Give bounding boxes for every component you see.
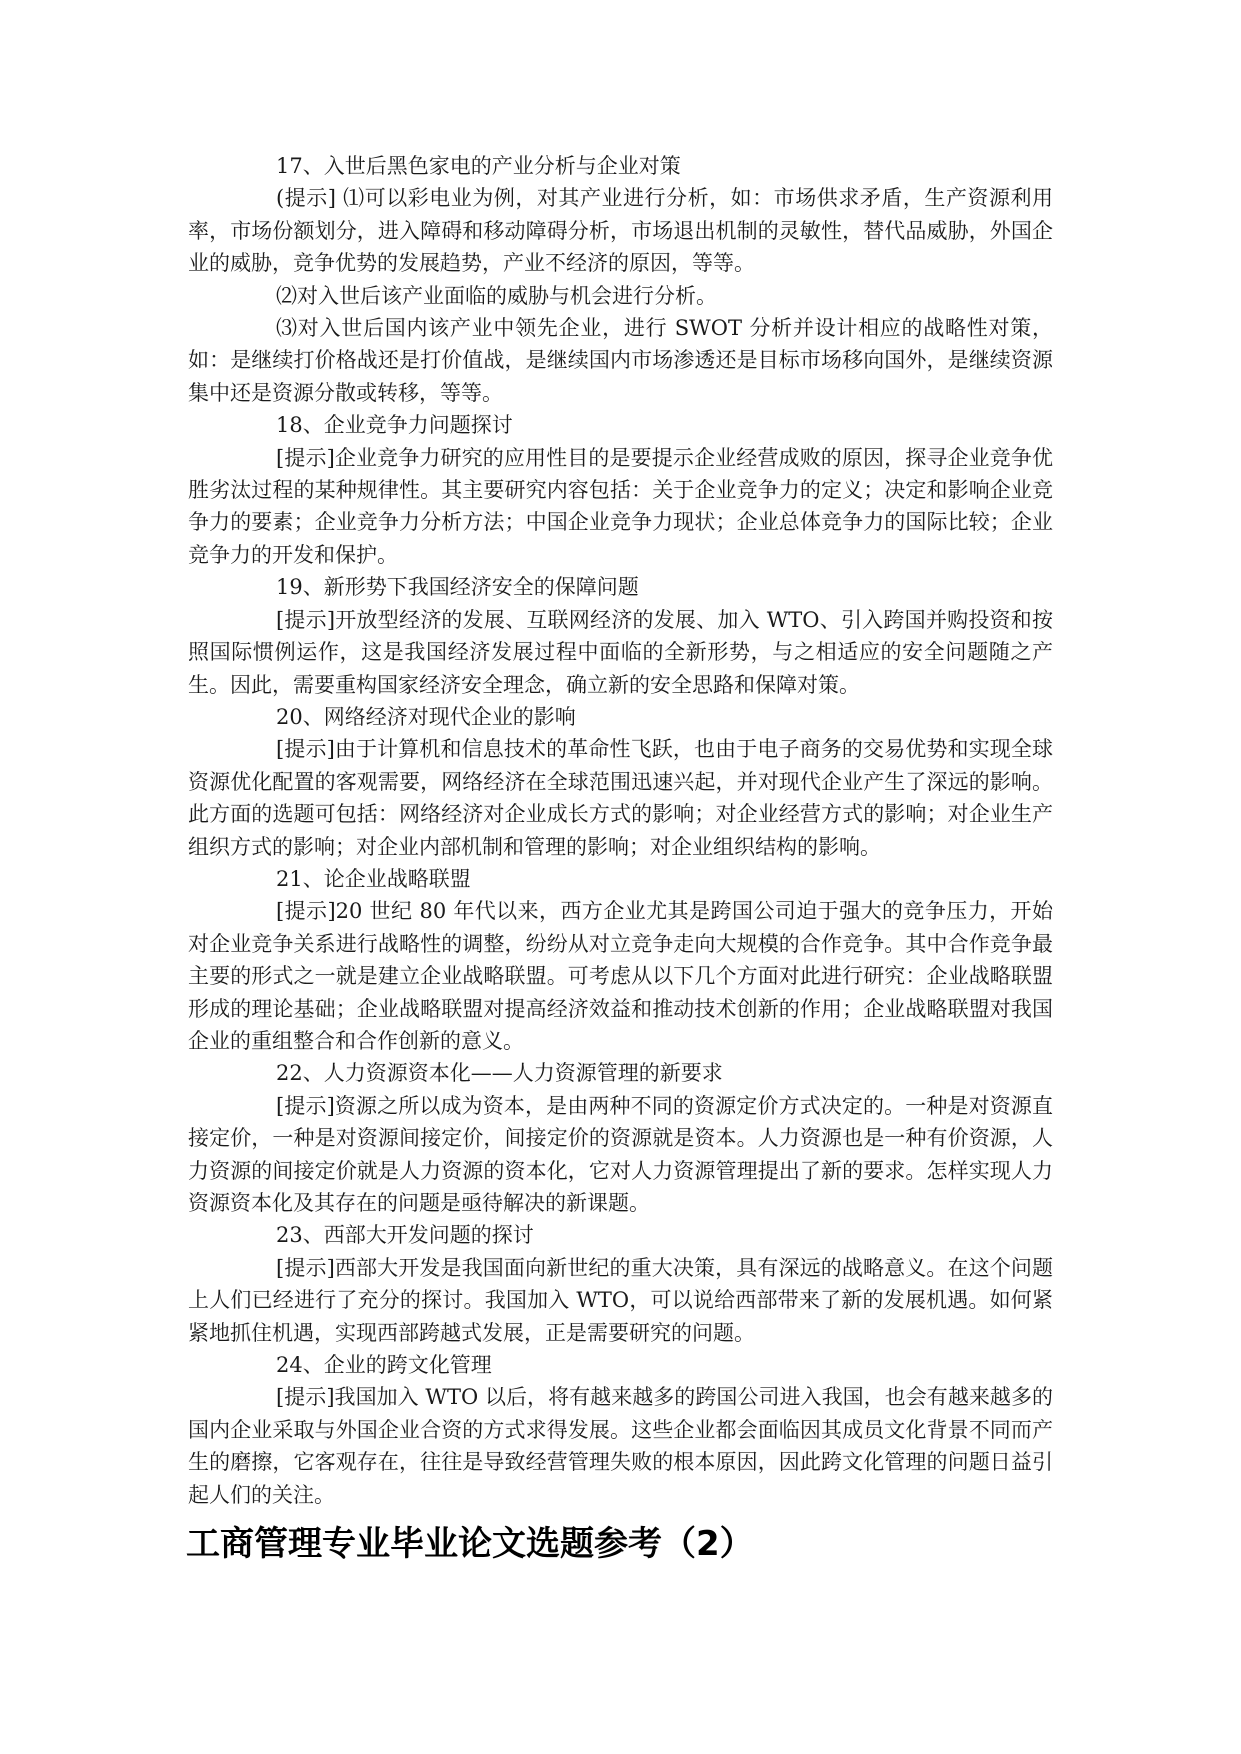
topic-paragraph: [提示]西部大开发是我国面向新世纪的重大决策，具有深远的战略意义。在这个问题上人们已经进行了充分的探讨。我国加入 WTO，可以说给西部带来了新的发展机遇。如何紧紧地抓住机遇，实现西部跨越式发展，正是需要研究的问题。 — [188, 1255, 1053, 1345]
topic-paragraph: (提示] ⑴可以彩电业为例，对其产业进行分析，如：市场供求矛盾，生产资源利用率，市场份额划分，进入障碍和移动障碍分析，市场退出机制的灵敏性，替代品威胁，外国企业的威胁，竞争优势的发展趋势，产业不经济的原因，等等。 — [188, 186, 1053, 276]
topic-heading: 22、人力资源资本化——人力资源管理的新要求 — [276, 1061, 723, 1086]
topic-paragraph: [提示]开放型经济的发展、互联网经济的发展、加入 WTO、引入跨国并购投资和按照国际惯例运作，这是我国经济发展过程中面临的全新形势，与之相适应的安全问题随之产生。因此，需要重构国家经济安全理念，确立新的安全思路和保障对策。 — [188, 607, 1053, 697]
topic-paragraph: ⑵对入世后该产业面临的威胁与机会进行分析。 — [276, 283, 717, 308]
topic-heading: 18、企业竞争力问题探讨 — [276, 413, 513, 438]
topic-paragraph: [提示]资源之所以成为资本，是由两种不同的资源定价方式决定的。一种是对资源直接定价，一种是对资源间接定价，间接定价的资源就是资本。人力资源也是一种有价资源，人力资源的间接定价就是人力资源的资本化，它对人力资源管理提出了新的要求。怎样实现人力资源资本化及其存在的问题是亟待解决的新课题。 — [188, 1093, 1053, 1215]
topic-heading: 20、网络经济对现代企业的影响 — [276, 704, 576, 729]
topic-paragraph: [提示]由于计算机和信息技术的革命性飞跃，也由于电子商务的交易优势和实现全球资源优化配置的客观需要，网络经济在全球范围迅速兴起，并对现代企业产生了深远的影响。此方面的选题可包括：网络经济对企业成长方式的影响；对企业经营方式的影响；对企业生产组织方式的影响；对企业内部机制和管理的影响；对企业组织结构的影响。 — [188, 737, 1053, 859]
section-title: 工商管理专业毕业论文选题参考（2） — [186, 1524, 754, 1564]
topic-heading: 23、西部大开发问题的探讨 — [276, 1223, 534, 1248]
topic-paragraph: [提示]企业竞争力研究的应用性目的是要提示企业经营成败的原因，探寻企业竞争优胜劣汰过程的某种规律性。其主要研究内容包括：关于企业竞争力的定义；决定和影响企业竞争力的要素；企业竞争力分析方法；中国企业竞争力现状；企业总体竞争力的国际比较；企业竞争力的开发和保护。 — [188, 445, 1053, 567]
topic-heading: 24、企业的跨文化管理 — [276, 1353, 492, 1378]
topic-paragraph: [提示]20 世纪 80 年代以来，西方企业尤其是跨国公司迫于强大的竞争压力，开始对企业竞争关系进行战略性的调整，纷纷从对立竞争走向大规模的合作竞争。其中合作竞争最主要的形式之一就是建立企业战略联盟。可考虑从以下几个方面对此进行研究：企业战略联盟形成的理论基础；企业战略联盟对提高经济效益和推动技术创新的作用；企业战略联盟对我国企业的重组整合和合作创新的意义。 — [188, 899, 1053, 1053]
topic-heading: 19、新形势下我国经济安全的保障问题 — [276, 575, 639, 600]
topic-paragraph: [提示]我国加入 WTO 以后，将有越来越多的跨国公司进入我国，也会有越来越多的国内企业采取与外国企业合资的方式求得发展。这些企业都会面临因其成员文化背景不同而产生的磨擦，它客观存在，往往是导致经营管理失败的根本原因，因此跨文化管理的问题日益引起人们的关注。 — [188, 1385, 1053, 1507]
topic-paragraph: ⑶对入世后国内该产业中领先企业，进行 SWOT 分析并设计相应的战略性对策，如：是继续打价格战还是打价值战，是继续国内市场渗透还是目标市场移向国外，是继续资源集中还是资源分散或转移，等等。 — [188, 316, 1053, 405]
topic-heading: 21、论企业战略联盟 — [276, 866, 471, 891]
document-body — [188, 150, 1053, 1511]
topic-heading: 17、入世后黑色家电的产业分析与企业对策 — [276, 154, 681, 178]
